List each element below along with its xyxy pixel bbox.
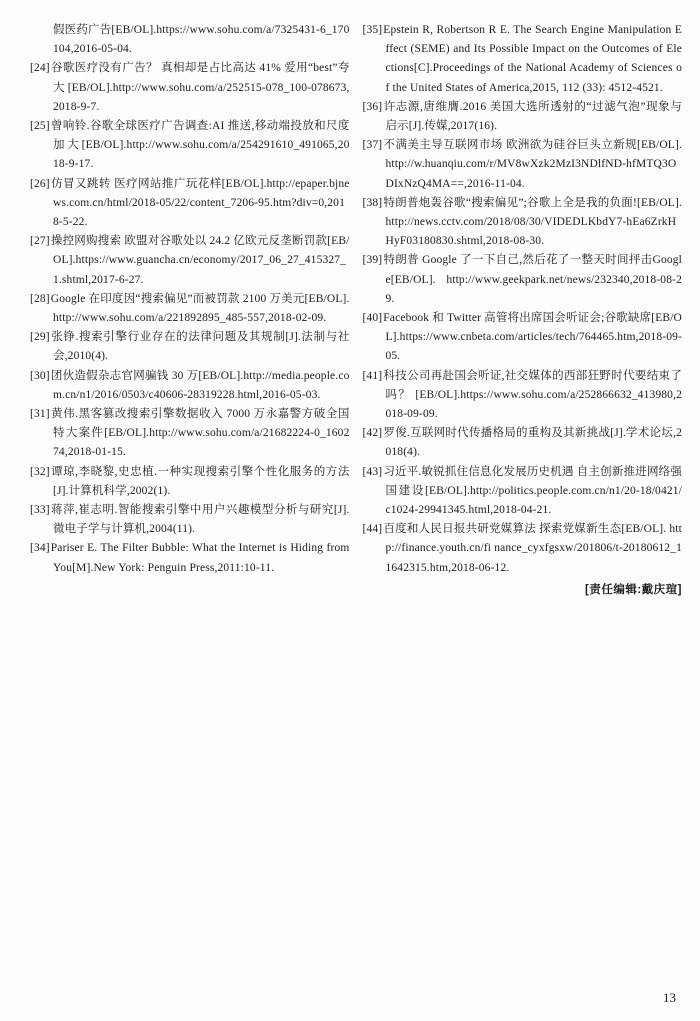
references-columns	[30, 21, 682, 600]
reference-label: [44]	[362, 523, 383, 536]
reference-item	[30, 501, 350, 539]
reference-label: [41]	[362, 369, 383, 382]
reference-label: [28]	[30, 292, 50, 305]
reference-label: [34]	[30, 542, 50, 555]
reference-text: 谭琼,李晓黎,史忠植.一种实现搜索引擎个性化服务的方法[J].计算机科学,2002(1).	[50, 465, 350, 497]
reference-text: Epstein R, Robertson R E. The Search Engine Manipulation Effect (SEME) and Its Possible Impact on the Outcomes of Elections[C].Proceedings of the National Academy of Sciences of the United States of America,2015, 112 (33): 4512-4521.	[383, 24, 682, 94]
reference-continuation	[30, 21, 350, 59]
reference-text: 仿冒又跳转 医疗网站推广玩花样[EB/OL].http://epaper.bjnews.com.cn/html/2018-05/22/content_7206-95.htm?div=0,2018-5-22.	[50, 177, 350, 229]
reference-text: 罗俊.互联网时代传播格局的重构及其新挑战[J].学术论坛,2018(4).	[383, 427, 682, 459]
reference-text: 习近平.敏锐抓住信息化发展历史机遇 自主创新推进网络强国建设[EB/OL].http://politics.people.com.cn/n1/20-18/0421/c1024-29941345.html,2018-04-21.	[383, 465, 682, 517]
reference-item	[363, 98, 683, 136]
reference-item	[30, 539, 350, 577]
reference-text: Google 在印度因“搜索偏见”而被罚款 2100 万美元[EB/OL].http://www.sohu.com/a/221892895_485-557,2018-02-09.	[50, 292, 350, 325]
reference-label: [39]	[362, 254, 383, 267]
reference-text: 许志源,唐维膺.2016 美国大选所透射的“过滤气泡”现象与启示[J].传媒,2017(16).	[383, 100, 682, 133]
reference-label: [38]	[362, 196, 383, 209]
reference-text: 科技公司再赴国会听证,社交媒体的西部狂野时代要结束了吗？ [EB/OL].https://www.sohu.com/a/252866632_413980,2018-09-09.	[383, 369, 682, 421]
reference-text: Facebook 和 Twitter 高管将出席国会听证会;谷歌缺席[EB/OL].https://www.cnbeta.com/articles/tech/764465.htm,2018-09-05.	[383, 312, 682, 363]
reference-text: 特朗普 Google 了一下自己,然后花了一整天时间抨击Google[EB/OL]. http://www.geekpark.net/news/232340,2018-08-29.	[383, 254, 682, 305]
reference-label: [33]	[30, 504, 50, 517]
reference-item	[363, 21, 683, 98]
reference-item	[363, 424, 683, 462]
reference-label: [37]	[362, 139, 383, 152]
reference-label: [43]	[362, 465, 383, 478]
reference-text: 特朗普炮轰谷歌“搜索偏见”;谷歌上全是我的负面![EB/OL]. http://news.cctv.com/2018/08/30/VIDEDLKbdY7-hEa6ZrkHHyF03180830.shtml,2018-08-30.	[383, 196, 682, 248]
reference-item	[30, 117, 350, 175]
reference-item	[30, 175, 350, 233]
reference-item	[363, 463, 683, 521]
reference-text: Pariser E. The Filter Bubble: What the Internet is Hiding from You[M].New York: Penguin Press,2011:10-11.	[50, 542, 350, 574]
reference-label: [27]	[30, 235, 50, 248]
references-list-left	[30, 21, 350, 578]
reference-item	[363, 251, 683, 309]
reference-text: 张铮.搜索引擎行业存在的法律问题及其规制[J].法制与社会,2010(4).	[50, 331, 350, 363]
reference-label: [25]	[30, 120, 50, 133]
reference-item	[30, 367, 350, 405]
reference-item	[30, 232, 350, 290]
reference-item	[363, 367, 683, 425]
references-column-right	[363, 21, 683, 600]
reference-item	[30, 59, 350, 117]
reference-text: 曾响铃.谷歌全球医疗广告调查:AI 推送,移动端投放和尺度加大[EB/OL].http://www.sohu.com/a/254291610_491065,2018-9-17.	[50, 120, 350, 171]
references-list-right	[363, 21, 683, 578]
reference-text: 团伙造假杂志官网骗钱 30 万[EB/OL].http://media.people.com.cn/n1/2016/0503/c40606-28319228.html,2016-05-03.	[50, 369, 350, 401]
reference-text: 黄伟.黑客篡改搜索引擎数据收入 7000 万永嘉警方破全国特大案件[EB/OL].http://www.sohu.com/a/21682224-0_160274,2018-01-15.	[50, 408, 350, 459]
reference-label: [40]	[362, 312, 383, 325]
reference-label: [24]	[30, 62, 50, 75]
reference-item	[363, 194, 683, 252]
reference-text: 假医药广告[EB/OL].https://www.sohu.com/a/7325431-6_170104,2016-05-04.	[53, 24, 350, 56]
reference-item	[30, 463, 350, 501]
reference-label: [35]	[362, 24, 383, 36]
reference-text: 不满美主导互联网市场 欧洲欲为硅谷巨头立新规[EB/OL]. http://w.huanqiu.com/r/MV8wXzk2MzI3NDlfND-hfMTQ3ODIxNzQ4MA==,2016-11-04.	[383, 139, 682, 190]
reference-item	[363, 520, 683, 578]
reference-label: [36]	[362, 100, 383, 113]
reference-label: [42]	[362, 427, 383, 440]
reference-item	[363, 136, 683, 194]
reference-item	[30, 328, 350, 366]
reference-text: 蒋萍,崔志明.智能搜索引擎中用户兴趣模型分析与研究[J].微电子学与计算机,2004(11).	[50, 504, 350, 536]
reference-item	[30, 405, 350, 463]
reference-text: 百度和人民日报共研党媒算法 探索党媒新生态[EB/OL]. http://finance.youth.cn/fi nance_cyxfgsxw/201806/t-20180612_11642315.htm,2018-06-12.	[383, 523, 682, 574]
page-number: 13	[663, 990, 676, 1005]
reference-label: [30]	[30, 369, 50, 382]
reference-label: [32]	[30, 465, 50, 478]
reference-text: 操控网购搜索 欧盟对谷歌处以 24.2 亿欧元反垄断罚款[EB/OL].https://www.guancha.cn/economy/2017_06_27_415327_1.shtml,2017-6-27.	[50, 235, 350, 286]
reference-label: [31]	[30, 408, 50, 421]
references-column-left	[30, 21, 350, 600]
reference-label: [26]	[30, 177, 50, 190]
reference-item	[363, 309, 683, 367]
reference-label: [29]	[30, 331, 50, 344]
reference-item	[30, 290, 350, 328]
reference-text: 谷歌医疗没有广告？ 真相却是占比高达 41% 爱用“best”夸大[EB/OL].http://www.sohu.com/a/252515-078_100-078673,2018-9-7.	[50, 62, 350, 113]
editor-note: [责任编辑:戴庆瑄]	[585, 583, 682, 596]
